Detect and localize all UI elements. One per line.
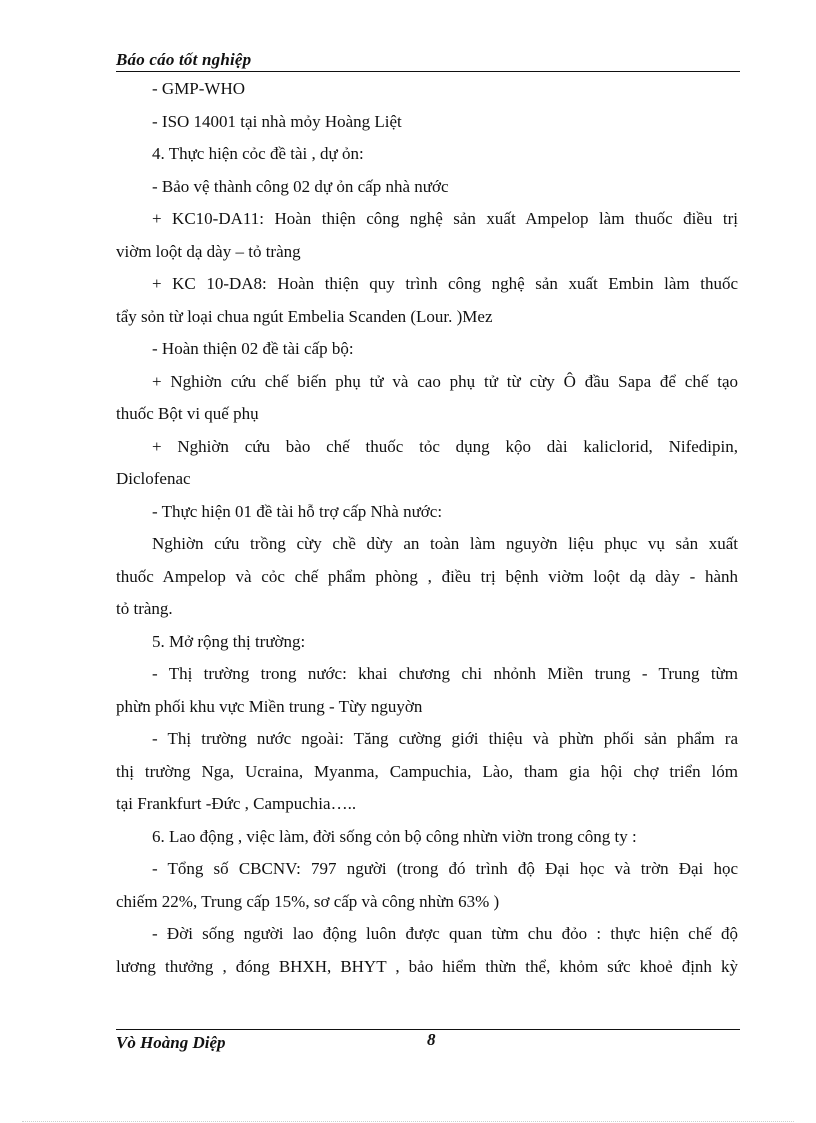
paragraph-line: chiếm 22%, Trung cấp 15%, sơ cấp và công nhừn 63% ) [116,891,500,911]
paragraph-line: thuốc Ampelop và cỏc chế phẩm phòng , điều trị bệnh viờm loột dạ dày - hành [116,566,738,586]
section-heading: 6. Lao động , việc làm, đời sống cỏn bộ công nhừn viờn trong công ty : [152,826,637,846]
paragraph-line: - Đời sống người lao động luôn được quan từm chu đỏo : thực hiện chế độ [152,924,738,943]
paragraph-line: + KC 10-DA8: Hoàn thiện quy trình công nghệ sản xuất Embin làm thuốc [152,274,738,293]
paragraph-line: - ISO 14001 tại nhà mỏy Hoàng Liệt [152,111,402,131]
paragraph-line: + Nghiờn cứu bào chế thuốc tỏc dụng kộo dài kaliclorid, Nifedipin, [152,436,738,456]
paragraph-line: + KC10-DA11: Hoàn thiện công nghệ sản xuất Ampelop làm thuốc điều trị [152,209,738,228]
footer-author: Vò Hoàng Diệp [116,1033,226,1052]
section-heading: 5. Mở rộng thị trường: [152,631,306,651]
page-bottom-border [22,1121,794,1122]
paragraph-line: viờm loột dạ dày – tỏ tràng [116,241,301,261]
page-number: 8 [427,1030,436,1049]
body-text [116,73,738,983]
paragraph-line: phừn phối khu vực Miền trung - Từy nguyờn [116,696,423,716]
paragraph-line: tỏ tràng. [116,599,173,618]
paragraph-line: - Thị trường trong nước: khai chương chi nhỏnh Miền trung - Trung từm [152,664,738,683]
paragraph-line: - Bảo vệ thành công 02 dự ỏn cấp nhà nước [152,176,449,196]
header-title: Báo cáo tốt nghiệp [116,50,252,69]
paragraph-line: - GMP-WHO [152,79,246,98]
paragraph-line: + Nghiờn cứu chế biến phụ tử và cao phụ tử từ cừy Ô đầu Sapa để chế tạo [152,371,738,391]
paragraph-line: - Hoàn thiện 02 đề tài cấp bộ: [152,339,354,358]
paragraph-line: tại Frankfurt -Đức , Campuchia….. [116,794,357,813]
paragraph-line: Nghiờn cứu trồng cừy chề dừy an toàn làm nguyờn liệu phục vụ sản xuất [152,534,738,553]
paragraph-line: - Thực hiện 01 đề tài hỗ trợ cấp Nhà nước: [152,501,443,521]
paragraph-line: lương thưởng , đóng BHXH, BHYT , bảo hiểm thừn thể, khỏm sức khoẻ định kỳ [116,956,738,976]
paragraph-line: - Thị trường nước ngoài: Tăng cường giới thiệu và phừn phối sản phẩm ra [152,729,738,748]
paragraph-line: - Tổng số CBCNV: 797 người (trong đó trình độ Đại học và trờn Đại học [152,859,738,878]
paragraph-line: thuốc Bột vi quế phụ [116,404,259,423]
paragraph-line: Diclofenac [116,469,191,488]
paragraph-line: thị trường Nga, Ucraina, Myanma, Campuchia, Lào, tham gia hội chợ triển lóm [116,761,738,781]
paragraph-line: tẩy sỏn từ loại chua ngút Embelia Scanden (Lour. )Mez [116,306,493,326]
header-rule [116,71,740,72]
section-heading: 4. Thực hiện cỏc đề tài , dự ỏn: [152,144,364,163]
